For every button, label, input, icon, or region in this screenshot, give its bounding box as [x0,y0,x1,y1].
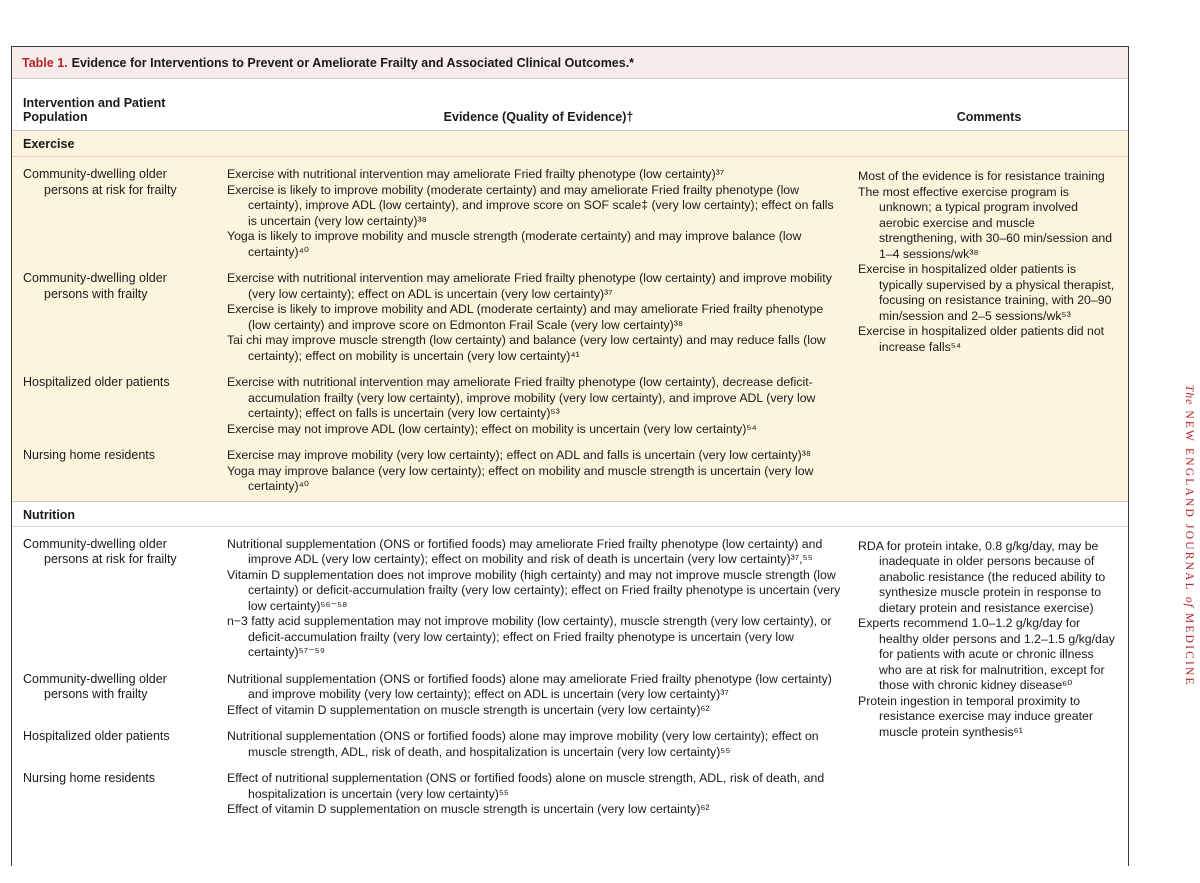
evidence-item: Exercise may not improve ADL (low certainty); effect on mobility is uncertain (very low certainty)⁵⁴ [227,421,757,436]
journal-the: The [1183,385,1195,406]
population-line2: persons at risk for frailty [44,182,177,197]
population-line2: persons with frailty [44,687,148,701]
evidence-item: Exercise may improve mobility (very low certainty); effect on ADL and falls is uncertain (very low certainty)³⁸ [227,448,812,462]
section-title: Exercise [12,131,1128,157]
evidence-item: Exercise with nutritional intervention may ameliorate Fried frailty phenotype (low certainty) and improve mobility (very low certainty); effect on ADL is uncertain (very low certainty)³⁷ [227,271,832,301]
evidence-item: Yoga is likely to improve mobility and muscle strength (moderate certainty) and may improve balance (low certainty)⁴⁰ [227,229,802,259]
table-row [12,718,850,760]
population-cell [12,375,217,437]
journal-name-part1: NEW ENGLAND JOURNAL [1183,410,1195,592]
evidence-cell [217,729,850,760]
evidence-item: Exercise is likely to improve mobility and ADL (moderate certainty) and may ameliorate Fried frailty phenotype (low certainty) and improve score on Edmonton Frail Scale (very low certainty)³⁸ [227,302,824,332]
comment-item: Protein ingestion in temporal proximity to resistance exercise may induce greater muscle protein synthesis⁶¹ [858,693,1093,739]
evidence-item: Effect of vitamin D supplementation on muscle strength is uncertain (very low certainty)⁶² [227,802,710,816]
evidence-item: Nutritional supplementation (ONS or fortified foods) alone may ameliorate Fried frailty phenotype (low certainty) and improve mobility (very low certainty); effect on ADL is uncertain (very low certainty)³⁷ [227,671,832,701]
evidence-cell [217,167,850,260]
header-evidence: Evidence (Quality of Evidence)† [443,110,634,124]
population-line1: Nursing home residents [23,771,156,785]
population-cell [12,537,217,661]
section-title: Nutrition [12,501,1128,527]
population-cell [12,448,217,495]
evidence-item: Effect of nutritional supplementation (ONS or fortified foods) alone on muscle strength, ADL, risk of death, and hospitalization is uncertain (very low certainty)⁵⁵ [227,771,825,801]
comment-item: Exercise in hospitalized older patients is typically supervised by a physical therapist, focusing on resistance training, with 20–90 min/session and 2–5 sessions/wk⁵³ [858,262,1115,323]
comment-item: Exercise in hospitalized older patients did not increase falls⁵⁴ [858,324,1105,354]
evidence-item: Exercise with nutritional intervention may ameliorate Fried frailty phenotype (low certainty)³⁷ [227,167,725,181]
evidence-item: Vitamin D supplementation does not improve mobility (high certainty) and may not improve muscle strength (low certainty) or deficit-accumulation frailty (very low certainty); effect on Fried frailty phenotype is uncertain (very low certainty)⁵⁶⁻⁵⁸ [227,567,841,613]
evidence-item: n−3 fatty acid supplementation may not improve mobility (low certainty), muscle strength (very low certainty), or deficit-accumulation frailty (very low certainty); effect on Fried frailty phenotype is uncertain (very low certainty)⁵⁷⁻⁵⁹ [227,614,832,659]
header-population-line2: Population [23,110,88,124]
population-line2: persons with frailty [44,286,148,301]
population-cell [12,729,217,760]
evidence-item: Exercise is likely to improve mobility (moderate certainty) and may ameliorate Fried frailty phenotype (low certainty), improve ADL (low certainty), and improve score on SOF scale‡ (very low certainty); effect on falls is uncertain (very low certainty)³⁸ [227,182,834,228]
population-line1: Community-dwelling older [23,671,167,686]
section-nutrition [12,501,1128,818]
table-header-row [12,79,1128,131]
evidence-item: Tai chi may improve muscle strength (low certainty) and balance (very low certainty) and may reduce falls (low certainty); effect on mobility is uncertain (very low certainty)⁴¹ [227,333,826,363]
population-cell [12,672,217,719]
population-line1: Community-dwelling older [23,271,167,285]
table-row [12,437,850,501]
population-line1: Community-dwelling older [23,167,167,181]
evidence-item: Effect of vitamin D supplementation on muscle strength is uncertain (very low certainty)⁶² [227,702,710,717]
comments-cell [850,527,1120,818]
comment-item: RDA for protein intake, 0.8 g/kg/day, may be inadequate in older persons because of anabolic resistance (the reduced ability to synthesize muscle protein in response to dietary protein and resistance exercise) [858,538,1106,615]
table-row [12,760,850,818]
table-title: Evidence for Interventions to Prevent or Ameliorate Frailty and Associated Clinical Outcomes.* [71,55,635,70]
evidence-cell [217,771,850,818]
evidence-item: Nutritional supplementation (ONS or fortified foods) alone may improve mobility (very low certainty); effect on muscle strength, ADL, risk of death, and hospitalization is uncertain (very low certainty)⁵⁵ [227,729,819,759]
header-population-line1: Intervention and Patient [23,96,166,110]
header-population [12,96,217,124]
evidence-item: Nutritional supplementation (ONS or fortified foods) may ameliorate Fried frailty phenotype (low certainty) and improve ADL (very low certainty); effect on mobility and risk of death is uncertain (very low certainty)³⁷,⁵⁵ [227,536,823,566]
journal-name-part2: MEDICINE [1183,612,1195,687]
population-line1: Nursing home residents [23,448,156,462]
table-frame [11,46,1129,866]
population-cell [12,771,217,818]
table-row [12,157,850,260]
population-cell [12,271,217,364]
population-cell [12,167,217,260]
evidence-cell [217,271,850,364]
table-row [12,364,850,437]
evidence-cell [217,375,850,437]
population-line1: Hospitalized older patients [23,375,170,389]
comments-cell [850,157,1120,501]
table-row [12,527,850,661]
journal-running-head [1165,385,1195,715]
comment-item: The most effective exercise program is unknown; a typical program involved aerobic exercise and muscle strengthening, with 30–60 min/session and 1–4 sessions/wk³⁸ [858,184,1113,261]
population-line1: Hospitalized older patients [23,729,170,743]
table-number: Table 1. [22,55,68,70]
evidence-cell [217,537,850,661]
journal-of: of [1183,596,1195,608]
evidence-cell [217,672,850,719]
comment-item: Experts recommend 1.0–1.2 g/kg/day for healthy older persons and 1.2–1.5 g/kg/day for patients with acute or chronic illness who are at risk for malnutrition, except for those with chronic kidney disease⁶⁰ [858,616,1115,692]
table-row [12,260,850,364]
comment-item: Most of the evidence is for resistance training [858,169,1105,183]
population-line1: Community-dwelling older [23,536,167,551]
table-title-bar [12,47,1128,79]
evidence-item: Yoga may improve balance (very low certainty); effect on mobility and muscle strength is uncertain (very low certainty)⁴⁰ [227,463,814,493]
table-row [12,661,850,719]
section-exercise [12,131,1128,501]
evidence-item: Exercise with nutritional intervention may ameliorate Fried frailty phenotype (low certainty), decrease deficit-accumulation frailty (very low certainty), improve mobility (very low certainty), and improve ADL (very low certainty); effect on falls is uncertain (very low certainty)⁵³ [227,375,816,420]
population-line2: persons at risk for frailty [44,552,177,566]
header-comments: Comments [956,110,1022,124]
evidence-cell [217,448,850,495]
